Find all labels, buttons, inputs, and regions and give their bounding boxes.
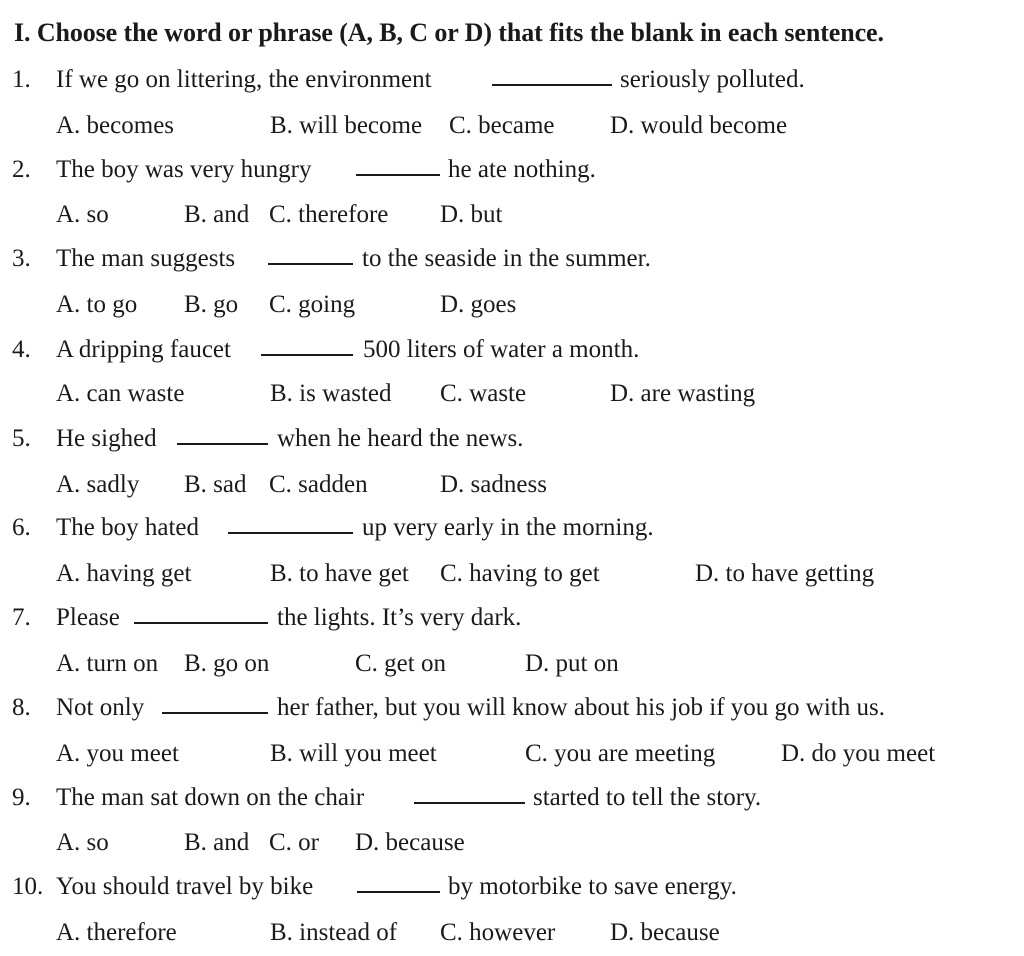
answer-blank[interactable] xyxy=(177,423,268,445)
question-number: 3. xyxy=(12,245,31,272)
question-text-before: Not only xyxy=(56,694,145,721)
question-number: 9. xyxy=(12,784,31,811)
answer-blank[interactable] xyxy=(357,871,440,893)
option-b[interactable]: B. go on xyxy=(184,650,270,677)
option-c[interactable]: C. waste xyxy=(440,380,527,407)
question-number: 6. xyxy=(12,514,31,541)
option-a[interactable]: A. so xyxy=(56,829,109,856)
option-b[interactable]: B. is wasted xyxy=(270,380,392,407)
question-text-before: If we go on littering, the environment xyxy=(56,66,432,93)
question-text-after: when he heard the news. xyxy=(277,425,524,452)
option-c[interactable]: C. became xyxy=(449,112,555,139)
option-d[interactable]: D. because xyxy=(355,829,465,856)
question-3 xyxy=(0,243,1024,275)
question-text-before: A dripping faucet xyxy=(56,336,231,363)
option-b[interactable]: B. will become xyxy=(270,112,423,139)
option-a[interactable]: A. turn on xyxy=(56,650,159,677)
question-text-before: The man suggests xyxy=(56,245,236,272)
question-text-after: her father, but you will know about his job if you go with us. xyxy=(277,694,885,721)
option-b[interactable]: B. and xyxy=(184,829,250,856)
answer-blank[interactable] xyxy=(228,512,353,534)
option-a[interactable]: A. so xyxy=(56,201,109,228)
question-4 xyxy=(0,334,1024,366)
answer-blank[interactable] xyxy=(414,782,525,804)
question-text-after: up very early in the morning. xyxy=(362,514,654,541)
option-c[interactable]: C. get on xyxy=(355,650,446,677)
option-a[interactable]: A. you meet xyxy=(56,740,179,767)
options-row-4 xyxy=(0,378,1024,410)
question-text-before: He sighed xyxy=(56,425,157,452)
question-text-after: started to tell the story. xyxy=(533,784,762,811)
question-10 xyxy=(0,871,1024,903)
option-c[interactable]: C. therefore xyxy=(269,201,389,228)
option-a[interactable]: A. therefore xyxy=(56,919,177,946)
option-d[interactable]: D. do you meet xyxy=(781,740,936,767)
question-5 xyxy=(0,423,1024,455)
option-c[interactable]: C. having to get xyxy=(440,560,600,587)
options-row-9 xyxy=(0,827,1024,859)
question-text-after: the lights. It’s very dark. xyxy=(277,604,522,631)
option-c[interactable]: C. you are meeting xyxy=(525,740,716,767)
question-text-after: he ate nothing. xyxy=(448,156,596,183)
question-8 xyxy=(0,692,1024,724)
answer-blank[interactable] xyxy=(356,154,440,176)
option-d[interactable]: D. are wasting xyxy=(610,380,756,407)
option-d[interactable]: D. sadness xyxy=(440,471,547,498)
answer-blank[interactable] xyxy=(268,243,353,265)
question-text-after: by motorbike to save energy. xyxy=(448,873,737,900)
option-a[interactable]: A. can waste xyxy=(56,380,185,407)
question-9 xyxy=(0,782,1024,814)
answer-blank[interactable] xyxy=(492,64,612,86)
option-b[interactable]: B. and xyxy=(184,201,250,228)
answer-blank[interactable] xyxy=(162,692,268,714)
option-d[interactable]: D. because xyxy=(610,919,720,946)
options-row-7 xyxy=(0,648,1024,680)
question-number: 7. xyxy=(12,604,31,631)
option-b[interactable]: B. to have get xyxy=(270,560,409,587)
option-a[interactable]: A. sadly xyxy=(56,471,140,498)
options-row-2 xyxy=(0,199,1024,231)
options-row-6 xyxy=(0,558,1024,590)
option-b[interactable]: B. will you meet xyxy=(270,740,437,767)
question-number: 4. xyxy=(12,336,31,363)
answer-blank[interactable] xyxy=(134,602,268,624)
option-b[interactable]: B. sad xyxy=(184,471,247,498)
answer-blank[interactable] xyxy=(261,334,353,356)
option-a[interactable]: A. becomes xyxy=(56,112,175,139)
option-a[interactable]: A. to go xyxy=(56,291,138,318)
question-number: 2. xyxy=(12,156,31,183)
question-number: 1. xyxy=(12,66,31,93)
option-c[interactable]: C. or xyxy=(269,829,319,856)
option-d[interactable]: D. but xyxy=(440,201,503,228)
options-row-10 xyxy=(0,917,1024,949)
question-text-before: The boy hated xyxy=(56,514,200,541)
question-2 xyxy=(0,154,1024,186)
question-1 xyxy=(0,64,1024,96)
question-text-before: The man sat down on the chair xyxy=(56,784,365,811)
question-7 xyxy=(0,602,1024,634)
question-number: 10. xyxy=(12,873,44,900)
option-b[interactable]: B. instead of xyxy=(270,919,398,946)
option-d[interactable]: D. to have getting xyxy=(695,560,875,587)
option-c[interactable]: C. going xyxy=(269,291,356,318)
question-text-before: You should travel by bike xyxy=(56,873,314,900)
question-number: 8. xyxy=(12,694,31,721)
option-d[interactable]: D. goes xyxy=(440,291,517,318)
options-row-5 xyxy=(0,469,1024,501)
options-row-3 xyxy=(0,289,1024,321)
option-b[interactable]: B. go xyxy=(184,291,239,318)
option-a[interactable]: A. having get xyxy=(56,560,192,587)
question-text-before: The boy was very hungry xyxy=(56,156,312,183)
question-text-before: Please xyxy=(56,604,120,631)
option-c[interactable]: C. sadden xyxy=(269,471,368,498)
options-row-1 xyxy=(0,110,1024,142)
question-text-after: to the seaside in the summer. xyxy=(362,245,651,272)
question-6 xyxy=(0,512,1024,544)
option-d[interactable]: D. put on xyxy=(525,650,619,677)
options-row-8 xyxy=(0,738,1024,770)
question-text-after: seriously polluted. xyxy=(620,66,805,93)
question-number: 5. xyxy=(12,425,31,452)
option-d[interactable]: D. would become xyxy=(610,112,788,139)
option-c[interactable]: C. however xyxy=(440,919,556,946)
instruction-heading: I. Choose the word or phrase (A, B, C or D) that fits the blank in each sentence. xyxy=(14,18,884,47)
question-text-after: 500 liters of water a month. xyxy=(363,336,640,363)
